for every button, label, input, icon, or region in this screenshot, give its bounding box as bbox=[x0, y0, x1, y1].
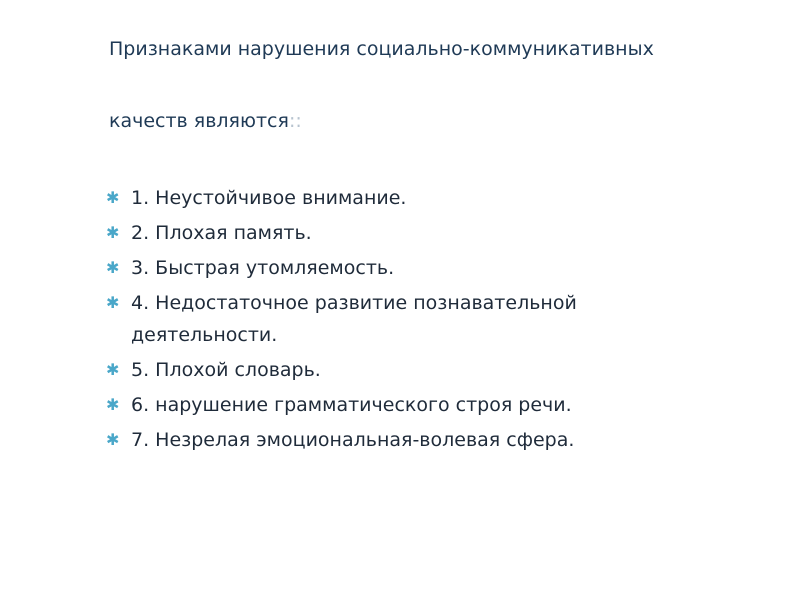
asterisk-icon: ✱ bbox=[106, 395, 120, 414]
title-line-2 bbox=[109, 110, 302, 132]
list-item-text: 6. нарушение грамматического строя речи. bbox=[131, 394, 572, 416]
asterisk-icon: ✱ bbox=[106, 430, 120, 449]
list-item bbox=[106, 252, 706, 284]
list-item bbox=[106, 389, 706, 421]
list-item bbox=[106, 182, 706, 214]
list-item bbox=[106, 354, 706, 386]
list-item-text: 2. Плохая память. bbox=[131, 222, 312, 244]
list-item bbox=[106, 217, 706, 249]
asterisk-icon: ✱ bbox=[106, 258, 120, 277]
list-item-text: 5. Плохой словарь. bbox=[131, 359, 321, 381]
title-line-1 bbox=[109, 38, 654, 60]
criteria-list bbox=[106, 182, 706, 459]
list-item-text: 1. Неустойчивое внимание. bbox=[131, 187, 407, 209]
asterisk-icon: ✱ bbox=[106, 223, 120, 242]
title-text-2: качеств являются bbox=[109, 110, 289, 132]
asterisk-icon: ✱ bbox=[106, 188, 120, 207]
list-item bbox=[106, 287, 706, 351]
list-item-text: 7. Незрелая эмоциональная-волевая сфера. bbox=[131, 429, 575, 451]
list-item-text: 3. Быстрая утомляемость. bbox=[131, 257, 395, 279]
asterisk-icon: ✱ bbox=[106, 293, 120, 312]
title-text-2-tail: :: bbox=[288, 110, 302, 132]
title-text-1: Признаками нарушения социально-коммуникативных bbox=[109, 38, 654, 60]
list-item-text: 4. Недостаточное развитие познавательной деятельности. bbox=[131, 292, 577, 346]
list-item bbox=[106, 424, 706, 456]
asterisk-icon: ✱ bbox=[106, 360, 120, 379]
